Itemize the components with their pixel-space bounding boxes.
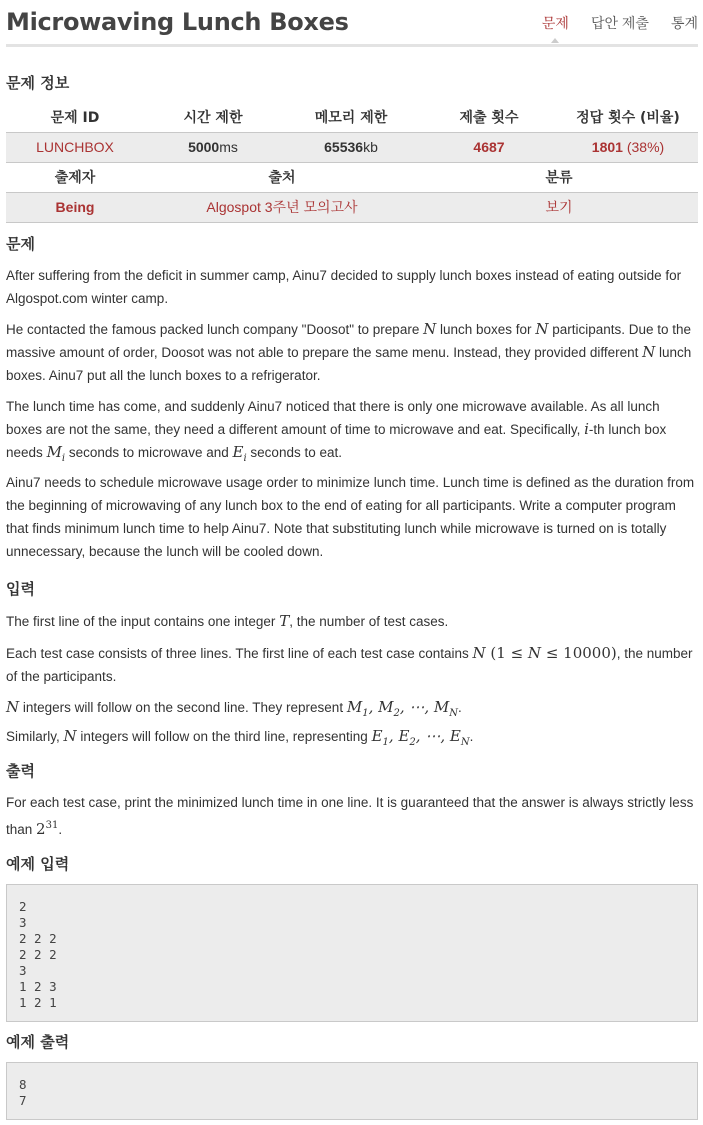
header-source: 출처 — [268, 169, 296, 186]
header-divider — [6, 44, 698, 47]
tab-stats[interactable]: 통계 — [670, 15, 698, 31]
problem-heading: 문제 — [6, 235, 35, 253]
math-m-i: $M_i$ — [46, 443, 66, 464]
out-text: For each test case, print the minimized lunch time in one line. It is guaranteed that the answer is always strictly less than — [6, 795, 694, 837]
math-e-list: $E_1$, $E_2$, ⋯, $E_N$ — [371, 727, 470, 748]
problem-id: LUNCHBOX — [6, 132, 144, 162]
problem-meta-table — [6, 162, 698, 223]
problem-paragraph-4: Ainu7 needs to schedule microwave usage order to minimize lunch time. Lunch time is defined as the duration from the beginning of microwaving of any lunch box to the end of eating for all participants. Write a computer program that finds minimum lunch time to help Ainu7. Note that substituting lunch while microwave is turned on is totally unnecessary, because the lunch will be cooled down. — [6, 475, 695, 559]
math-e-i: $E_i$ — [232, 443, 247, 464]
math-m-list: $M_1$, $M_2$, ⋯, $M_N$ — [346, 698, 459, 719]
header-author: 출제자 — [54, 169, 96, 186]
time-limit-unit: ms — [219, 139, 238, 155]
math-n: N — [6, 698, 20, 716]
output-paragraph: For each test case, print the minimized lunch time in one line. It is guaranteed that the answer is always strictly less than $2^{31}$. — [6, 795, 694, 838]
page-header — [6, 0, 698, 48]
tab-problem[interactable]: 문제 — [541, 15, 569, 31]
math-n-range: N (1 ≤ N ≤ 10000) — [472, 644, 617, 662]
tab-submit[interactable]: 답안 제출 — [590, 15, 649, 31]
math-t: T — [279, 612, 290, 630]
page-title: Microwaving Lunch Boxes — [6, 8, 349, 36]
in2-text-b: , the number of the participants. — [6, 646, 693, 684]
header-problem-id: 문제 ID — [50, 109, 100, 126]
category-link[interactable]: 보기 — [420, 192, 698, 222]
input-paragraph-1 — [6, 610, 698, 633]
math-n: N — [642, 343, 656, 361]
memory-limit-unit: kb — [363, 139, 378, 155]
problem-paragraph-3 — [6, 395, 698, 470]
in2-text-a: Each test case consists of three lines. The first line of each test case contains — [6, 646, 469, 661]
memory-limit-value: 65536 — [324, 139, 364, 155]
p2-text-d: lunch boxes. Ainu7 put all the lunch boxes to a refrigerator. — [6, 345, 692, 383]
in1-text-b: , the number of test cases. — [289, 614, 449, 629]
memory-limit — [282, 132, 420, 162]
header-time-limit: 시간 제한 — [183, 109, 243, 126]
output-heading: 출력 — [6, 762, 35, 780]
p2-text-c: participants. Due to the massive amount of order, Doosot was not able to prepare the same menu. Instead, they provided different — [6, 322, 692, 360]
in3-text-c: integers will follow on the third line, representing — [80, 729, 368, 744]
sample-input-heading: 예제 입력 — [6, 855, 70, 873]
sample-output-box[interactable]: 8 7 — [6, 1062, 698, 1120]
time-limit — [144, 132, 282, 162]
header-category: 분류 — [545, 169, 573, 186]
math-n: N — [63, 727, 77, 745]
sample-input-box[interactable]: 2 3 2 2 2 2 2 2 3 1 2 3 1 2 1 — [6, 884, 698, 1022]
in3-text-a: integers will follow on the second line. They represent — [22, 700, 344, 715]
in3-text-b: Similarly, — [6, 729, 60, 744]
problem-paragraph-2 — [6, 318, 698, 387]
math-2-pow-31: $2^{31}$ — [36, 820, 59, 838]
math-n: N — [423, 320, 437, 338]
in1-text-a: The first line of the input contains one integer — [6, 614, 276, 629]
problem-nav — [520, 13, 698, 33]
input-paragraph-2 — [6, 642, 698, 688]
author-link[interactable]: Being — [6, 192, 144, 222]
p3-text-b: -th lunch box needs — [6, 422, 667, 460]
math-n: N — [535, 320, 549, 338]
problem-info-table — [6, 102, 698, 163]
header-accepted: 정답 횟수 (비율) — [576, 109, 680, 126]
accepted-ratio: (38%) — [626, 139, 665, 155]
p2-text-a: He contacted the famous packed lunch company "Doosot" to prepare — [6, 322, 420, 337]
p2-text-b: lunch boxes for — [439, 322, 532, 337]
math-exponent: 31 — [45, 820, 59, 831]
input-heading: 입력 — [6, 580, 35, 598]
p3-text-a: The lunch time has come, and suddenly Ainu7 noticed that there is only one microwave available. As all lunch boxes are not the same, they need a different amount of time to microwave and eat. Specifically, — [6, 399, 660, 437]
submission-count: 4687 — [420, 132, 558, 162]
accepted-value: 1801 — [591, 139, 623, 155]
math-i: i — [584, 420, 589, 438]
accepted-count — [558, 132, 698, 162]
problem-paragraph-1: After suffering from the deficit in summer camp, Ainu7 decided to supply lunch boxes instead of eating outside for Algospot.com winter camp. — [6, 268, 682, 306]
input-paragraph-3: N integers will follow on the second line. They represent $M_1$, $M_2$, ⋯, $M_N$. Similarly, N integers will follow on the third line, representing $E_1$, $E_2$, ⋯, $E_N$. — [6, 698, 474, 748]
header-memory-limit: 메모리 제한 — [314, 109, 388, 126]
p3-text-c: seconds to microwave and — [68, 445, 229, 460]
sample-output-heading: 예제 출력 — [6, 1033, 70, 1051]
source-link[interactable]: Algospot 3주년 모의고사 — [144, 192, 420, 222]
info-heading: 문제 정보 — [6, 74, 70, 92]
p3-text-d: seconds to eat. — [250, 445, 342, 460]
time-limit-value: 5000 — [188, 139, 220, 155]
header-submissions: 제출 횟수 — [459, 109, 519, 126]
